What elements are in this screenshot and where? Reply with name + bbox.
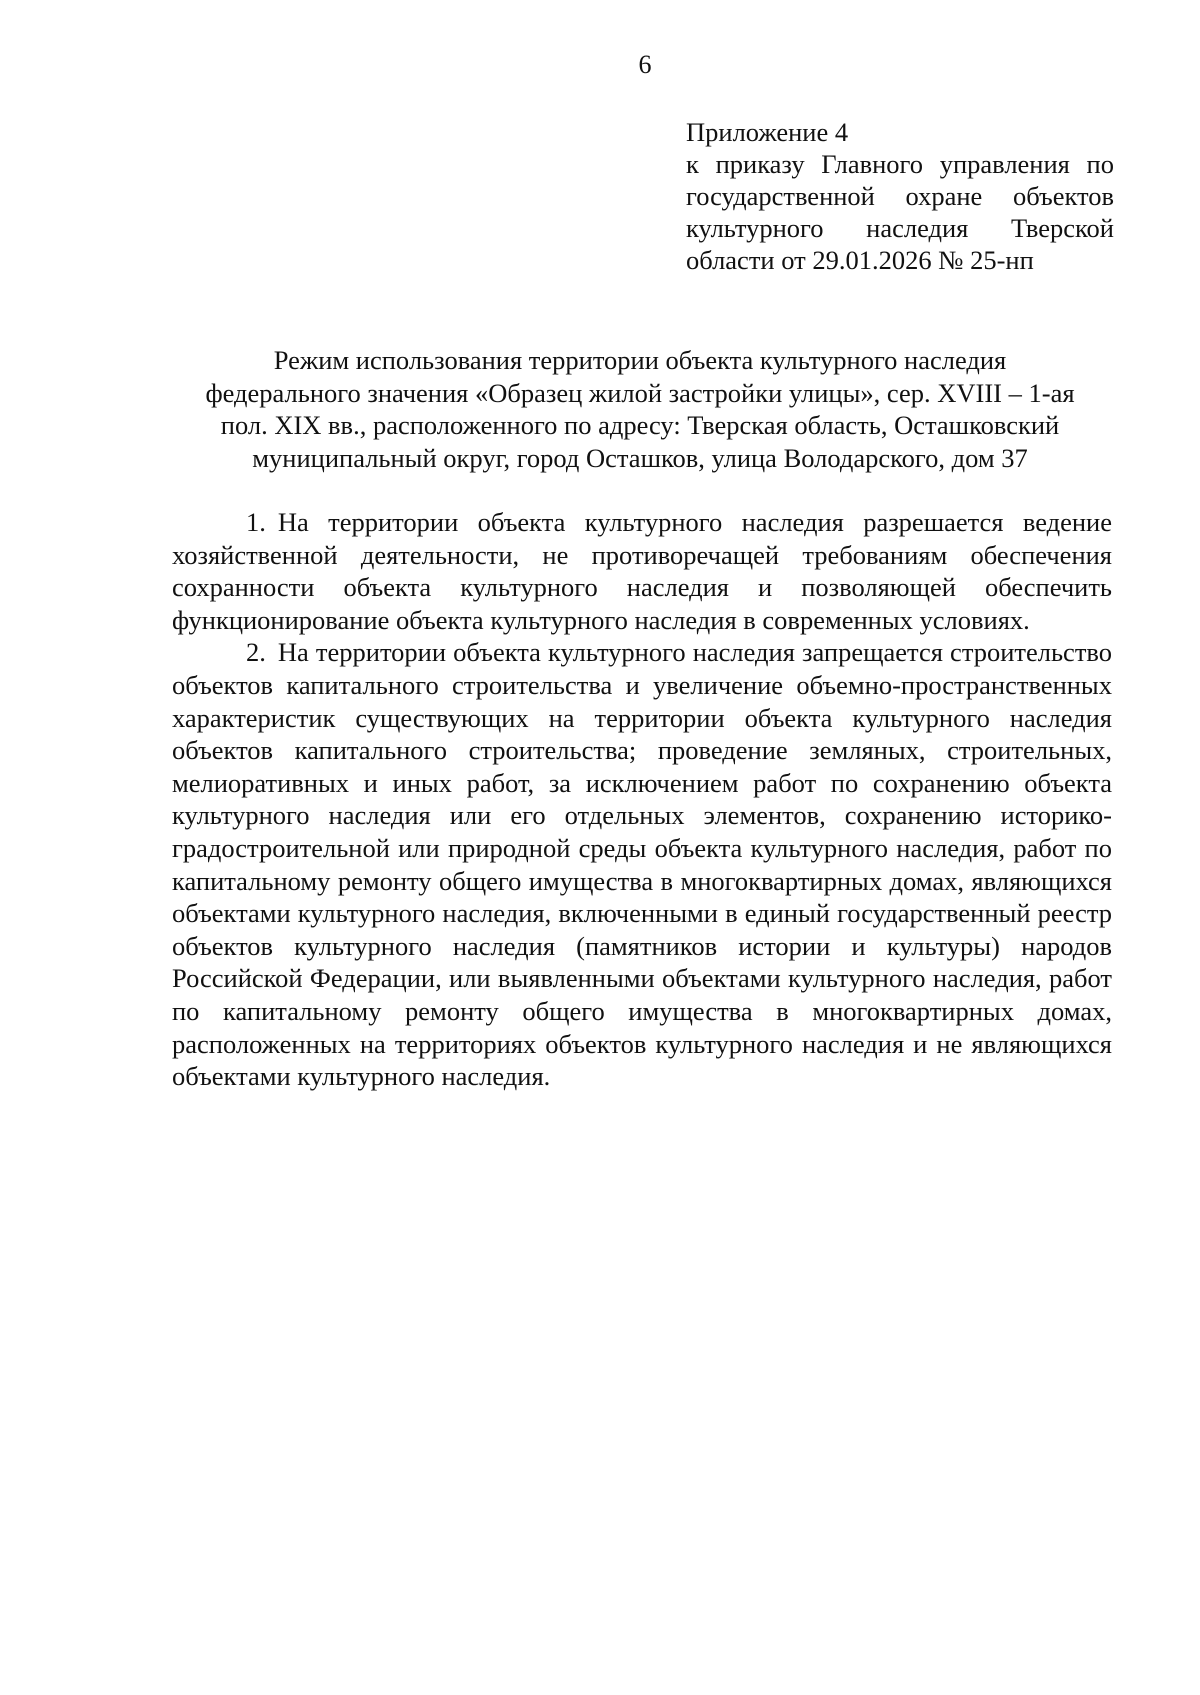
appendix-line-4: области от 29.01.2026 № 25-нп — [686, 245, 1034, 275]
document-heading — [165, 344, 1115, 474]
paragraph-2-text: На территории объекта культурного наследия запрещается строительство объектов капитального строительства и увеличение объемно-пространственных характеристик существующих на территории объекта культурного наследия объектов капитального строительства; проведение земляных, строительных, мелиоративных и иных работ, за исключением работ по сохранению объекта культурного наследия или его отдельных элементов, сохранению историко-градостроительной или природной среды объекта культурного наследия, работ по капитальному ремонту общего имущества в многоквартирных домах, являющихся объектами культурного наследия, включенными в единый государственный реестр объектов культурного наследия (памятников истории и культуры) народов Российской Федерации, или выявленными объектами культурного наследия, работ по капитальному ремонту общего имущества в многоквартирных домах, расположенных на территориях объектов культурного наследия и не являющихся объектами культурного наследия. — [172, 637, 1112, 1092]
heading-line-3: пол. XIX вв., расположенного по адресу: Тверская область, Осташковский — [220, 410, 1060, 440]
appendix-line-3: культурного наследия Тверской — [686, 213, 1114, 243]
heading-line-1: Режим использования территории объекта культурного наследия — [273, 345, 1007, 375]
document-body — [172, 506, 1112, 1093]
paragraph-1-number: 1. — [246, 507, 266, 537]
paragraph-1-text: На территории объекта культурного наследия разрешается ведение хозяйственной деятельности, не противоречащей требованиям обеспечения сохранности объекта культурного наследия и позволяющей обеспечить функционирование объекта культурного наследия в современных условиях. — [172, 507, 1112, 635]
page-number: 6 — [638, 50, 652, 79]
appendix-line-1: к приказу Главного управления по — [686, 149, 1114, 179]
appendix-title: Приложение 4 — [686, 117, 849, 147]
appendix-line-2: государственной охране объектов — [686, 181, 1114, 211]
paragraph-2 — [172, 636, 1112, 1092]
paragraph-2-number: 2. — [246, 637, 266, 668]
paragraph-1 — [172, 506, 1112, 636]
heading-line-4: муниципальный округ, город Осташков, улица Володарского, дом 37 — [252, 442, 1028, 473]
heading-line-2: федерального значения «Образец жилой застройки улицы», сер. XVIII – 1-ая — [205, 377, 1075, 408]
appendix-header — [686, 116, 1114, 276]
